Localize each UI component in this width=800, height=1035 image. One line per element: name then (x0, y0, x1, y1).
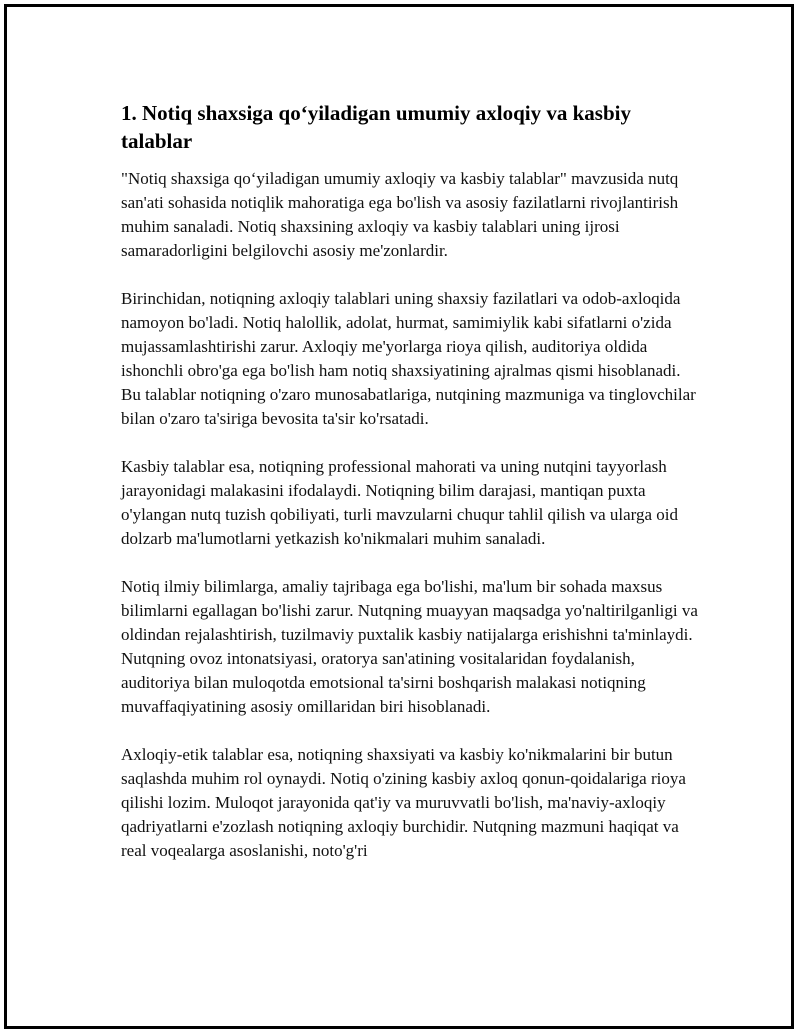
paragraph-professional-requirements: Kasbiy talablar esa, notiqning professional mahorati va uning nutqini tayyorlash jarayonidagi malakasini ifodalaydi. Notiqning bilim darajasi, mantiqan puxta o'ylangan nutq tuzish qobiliyati, turli mavzularni chuqur tahlil qilish va ularga oid dolzarb ma'lumotlarni yetkazish ko'nikmalari muhim sanaladi. (121, 457, 679, 548)
paragraph-ethical-requirements: Birinchidan, notiqning axloqiy talablari uning shaxsiy fazilatlari va odob-axloqida namoyon bo'ladi. Notiq halollik, adolat, hurmat, samimiylik kabi sifatlarni o'zida mujassamlashtirishi zarur. Axloqiy me'yorlarga rioya qilish, auditoriya oldida ishonchli obro'ga ega bo'lish ham notiq shaxsiyatining ajralmas qismi hisoblanadi. Bu talablar notiqning o'zaro munosabatlariga, nutqining mazmuniga va tinglovchilar bilan o'zaro ta'siriga bevosita ta'sir ko'rsatadi. (121, 289, 696, 428)
section-heading: 1. Notiq shaxsiga qo‘yiladigan umumiy axloqiy va kasbiy talablar (121, 101, 631, 153)
paragraph-knowledge-skills: Notiq ilmiy bilimlarga, amaliy tajribaga ega bo'lishi, ma'lum bir sohada maxsus bilimlarni egallagan bo'lishi zarur. Nutqning muayyan maqsadga yo'naltirilganligi va oldindan rejalashtirish, tuzilmaviy puxtalik kasbiy natijalarga erishishni ta'minlaydi. Nutqning ovoz intonatsiyasi, oratorya san'atining vositalaridan foydalanish, auditoriya bilan muloqotda emotsional ta'sirni boshqarish malakasi notiqning muvaffaqiyatining asosiy omillaridan biri hisoblanadi. (121, 577, 698, 716)
paragraph-ethics-etiquette: Axloqiy-etik talablar esa, notiqning shaxsiyati va kasbiy ko'nikmalarini bir butun saqlashda muhim rol oynaydi. Notiq o'zining kasbiy axloq qonun-qoidalariga rioya qilishi lozim. Muloqot jarayonida qat'iy va muruvvatli bo'lish, ma'naviy-axloqiy qadriyatlarni e'zozlash notiqning axloqiy burchidir. Nutqning mazmuni haqiqat va real voqealarga asoslanishi, noto'g'ri (121, 745, 686, 860)
document-body (121, 99, 701, 863)
page-frame (4, 4, 794, 1029)
paragraph-intro: "Notiq shaxsiga qo‘yiladigan umumiy axloqiy va kasbiy talablar" mavzusida nutq san'ati sohasida notiqlik mahoratiga ega bo'lish va asosiy fazilatlarni rivojlantirish muhim sanaladi. Notiq shaxsining axloqiy va kasbiy talablari uning ijrosi samaradorligini belgilovchi asosiy me'zonlardir. (121, 169, 679, 260)
